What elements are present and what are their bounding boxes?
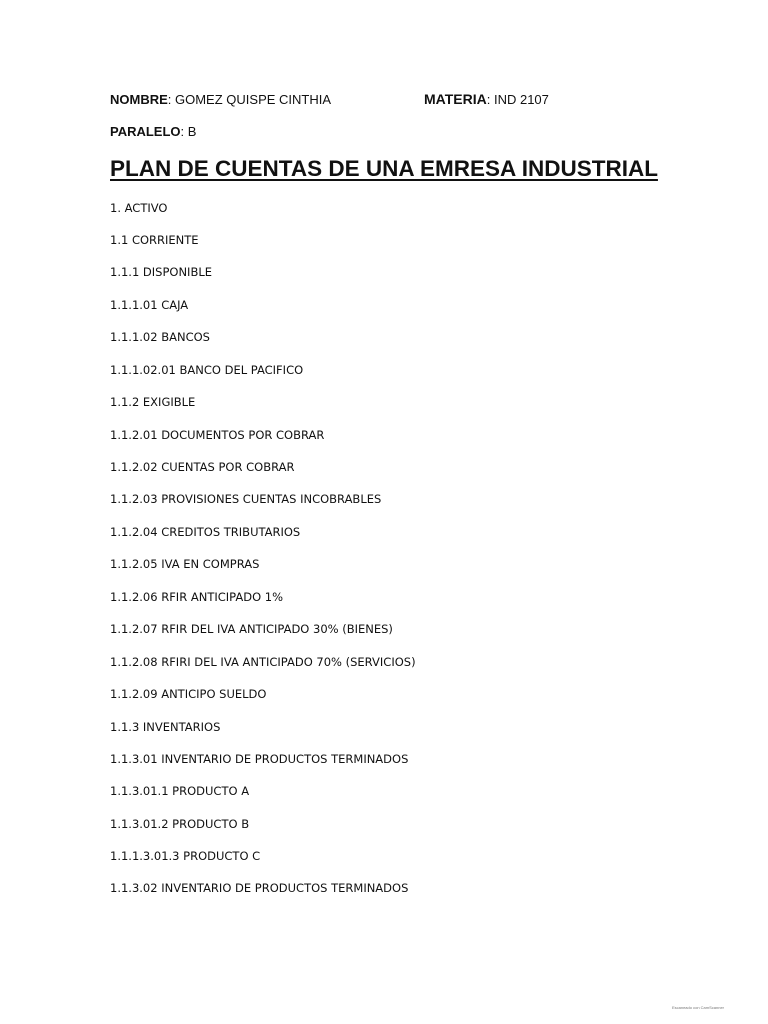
paralelo-value: : B: [180, 124, 197, 139]
account-item: 1.1.1.01 CAJA: [110, 298, 189, 312]
paralelo-line: [110, 124, 196, 139]
account-item: 1.1.3 INVENTARIOS: [110, 720, 221, 734]
account-item: 1.1.1.3.01.3 PRODUCTO C: [110, 849, 261, 863]
account-item: 1.1.1 DISPONIBLE: [110, 265, 213, 279]
account-item: 1.1.3.01.2 PRODUCTO B: [110, 817, 250, 831]
account-item: 1.1.2 EXIGIBLE: [110, 395, 196, 409]
account-item: 1.1.1.02 BANCOS: [110, 330, 210, 344]
nombre-value: : GOMEZ QUISPE CINTHIA: [167, 92, 332, 107]
account-item: 1.1.2.09 ANTICIPO SUELDO: [110, 687, 267, 701]
account-item: 1.1.2.03 PROVISIONES CUENTAS INCOBRABLES: [110, 492, 382, 506]
account-item: 1.1.2.07 RFIR DEL IVA ANTICIPADO 30% (BIENES): [110, 622, 393, 636]
scanner-watermark: Escaneado con CamScanner: [671, 1005, 724, 1010]
account-item: 1.1 CORRIENTE: [110, 233, 199, 247]
account-item: 1.1.3.01.1 PRODUCTO A: [110, 784, 250, 798]
account-item: 1.1.1.02.01 BANCO DEL PACIFICO: [110, 363, 304, 377]
account-item: 1.1.2.04 CREDITOS TRIBUTARIOS: [110, 525, 301, 539]
paralelo-label: PARALELO: [110, 124, 181, 139]
materia-value: : IND 2107: [486, 92, 549, 107]
account-item: 1.1.3.01 INVENTARIO DE PRODUCTOS TERMINADOS: [110, 752, 409, 766]
account-item: 1.1.3.02 INVENTARIO DE PRODUCTOS TERMINADOS: [110, 881, 409, 895]
account-item: 1. ACTIVO: [110, 201, 168, 215]
account-item: 1.1.2.01 DOCUMENTOS POR COBRAR: [110, 428, 325, 442]
nombre-label: NOMBRE: [110, 92, 168, 107]
page-title: PLAN DE CUENTAS DE UNA EMRESA INDUSTRIAL: [110, 156, 658, 181]
account-item: 1.1.2.06 RFIR ANTICIPADO 1%: [110, 590, 284, 604]
account-item: 1.1.2.05 IVA EN COMPRAS: [110, 557, 260, 571]
nombre-line: [110, 92, 331, 107]
materia-line: [424, 91, 549, 107]
materia-label: MATERIA: [424, 91, 487, 107]
account-item: 1.1.2.08 RFIRI DEL IVA ANTICIPADO 70% (SERVICIOS): [110, 655, 416, 669]
account-item: 1.1.2.02 CUENTAS POR COBRAR: [110, 460, 295, 474]
